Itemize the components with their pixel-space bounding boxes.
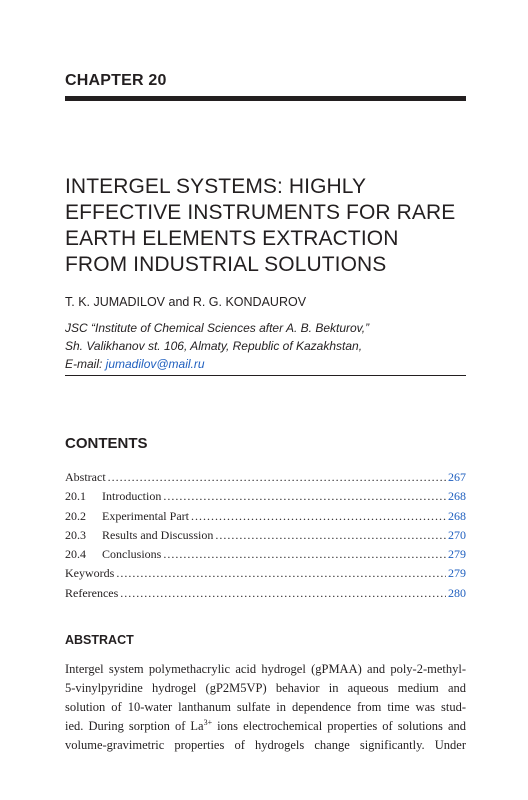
abstract-line: volume-gravimetric properties of hydrogels change significantly. Under bbox=[65, 738, 466, 752]
toc-page-link[interactable]: 280 bbox=[448, 585, 466, 600]
toc-entry-title: Results and Discussion bbox=[102, 527, 214, 542]
toc-page-link[interactable]: 270 bbox=[448, 527, 466, 542]
abstract-line-start: ied. During sorption of La bbox=[65, 719, 204, 733]
chapter-title-line: EARTH ELEMENTS EXTRACTION bbox=[65, 227, 399, 250]
toc-entry[interactable] bbox=[65, 566, 466, 585]
abstract-line-end: ions electrochemical properties of solutions and bbox=[212, 719, 466, 733]
authors: T. K. JUMADILOV and R. G. KONDAUROV bbox=[65, 295, 307, 309]
abstract-line: Intergel system polymethacrylic acid hydrogel (gPMAA) and poly-2-methyl- bbox=[65, 662, 466, 676]
chapter-title-line: INTERGEL SYSTEMS: HIGHLY bbox=[65, 175, 367, 198]
toc-dot-leader bbox=[163, 547, 446, 562]
toc-entry-title: References bbox=[65, 585, 119, 600]
affiliation-line: Sh. Valikhanov st. 106, Almaty, Republic of Kazakhstan, bbox=[65, 339, 363, 353]
toc-entry[interactable] bbox=[65, 470, 466, 489]
abstract-line bbox=[65, 717, 466, 736]
toc-dot-leader bbox=[191, 509, 446, 524]
superscript-charge: 3+ bbox=[203, 717, 213, 727]
toc-entry[interactable] bbox=[65, 547, 466, 566]
toc-entry[interactable] bbox=[65, 528, 466, 547]
toc-entry[interactable] bbox=[65, 489, 466, 508]
toc-entry-title: Introduction bbox=[102, 489, 162, 504]
abstract-line: solution of 10-water lanthanum sulfate in dependence from time was stud- bbox=[65, 700, 466, 714]
toc-entry-number: 20.1 bbox=[65, 489, 86, 504]
affiliation-rule bbox=[65, 375, 466, 376]
chapter-rule bbox=[65, 96, 466, 101]
toc-entry-number: 20.3 bbox=[65, 527, 86, 542]
toc-entry-number: 20.4 bbox=[65, 547, 86, 562]
toc-page-link[interactable]: 267 bbox=[448, 470, 466, 484]
book-page bbox=[65, 0, 466, 800]
chapter-title-line: FROM INDUSTRIAL SOLUTIONS bbox=[65, 253, 387, 276]
chapter-title-line: EFFECTIVE INSTRUMENTS FOR RARE bbox=[65, 201, 456, 224]
toc-page-link[interactable]: 268 bbox=[448, 489, 466, 504]
table-of-contents bbox=[65, 470, 466, 605]
email-label: E-mail: bbox=[65, 357, 106, 371]
toc-entry-title: Experimental Part bbox=[102, 508, 189, 523]
contents-heading: CONTENTS bbox=[65, 435, 148, 452]
abstract-body bbox=[65, 660, 466, 755]
chapter-label: CHAPTER 20 bbox=[65, 72, 167, 89]
affiliation bbox=[65, 319, 369, 373]
affiliation-email-line bbox=[65, 355, 369, 373]
toc-page-link[interactable]: 279 bbox=[448, 547, 466, 562]
toc-dot-leader bbox=[108, 470, 446, 485]
toc-dot-leader bbox=[163, 489, 446, 504]
toc-page-link[interactable]: 268 bbox=[448, 508, 466, 523]
abstract-line: 5-vinylpyridine hydrogel (gP2M5VP) behavior in aqueous medium and bbox=[65, 681, 466, 695]
toc-page-link[interactable]: 279 bbox=[448, 566, 466, 581]
affiliation-line: JSC “Institute of Chemical Sciences after A. B. Bekturov,” bbox=[65, 321, 370, 335]
abstract-heading: ABSTRACT bbox=[65, 633, 134, 647]
toc-entry-number: 20.2 bbox=[65, 508, 86, 523]
toc-entry-title: Abstract bbox=[65, 470, 106, 484]
chapter-title bbox=[65, 174, 466, 278]
email-link[interactable]: jumadilov@mail.ru bbox=[105, 357, 205, 371]
toc-entry[interactable] bbox=[65, 586, 466, 605]
toc-dot-leader bbox=[120, 586, 446, 601]
toc-entry[interactable] bbox=[65, 509, 466, 528]
toc-entry-title: Keywords bbox=[65, 566, 115, 581]
toc-entry-title: Conclusions bbox=[102, 547, 162, 562]
toc-dot-leader bbox=[116, 566, 446, 581]
toc-dot-leader bbox=[215, 528, 446, 543]
